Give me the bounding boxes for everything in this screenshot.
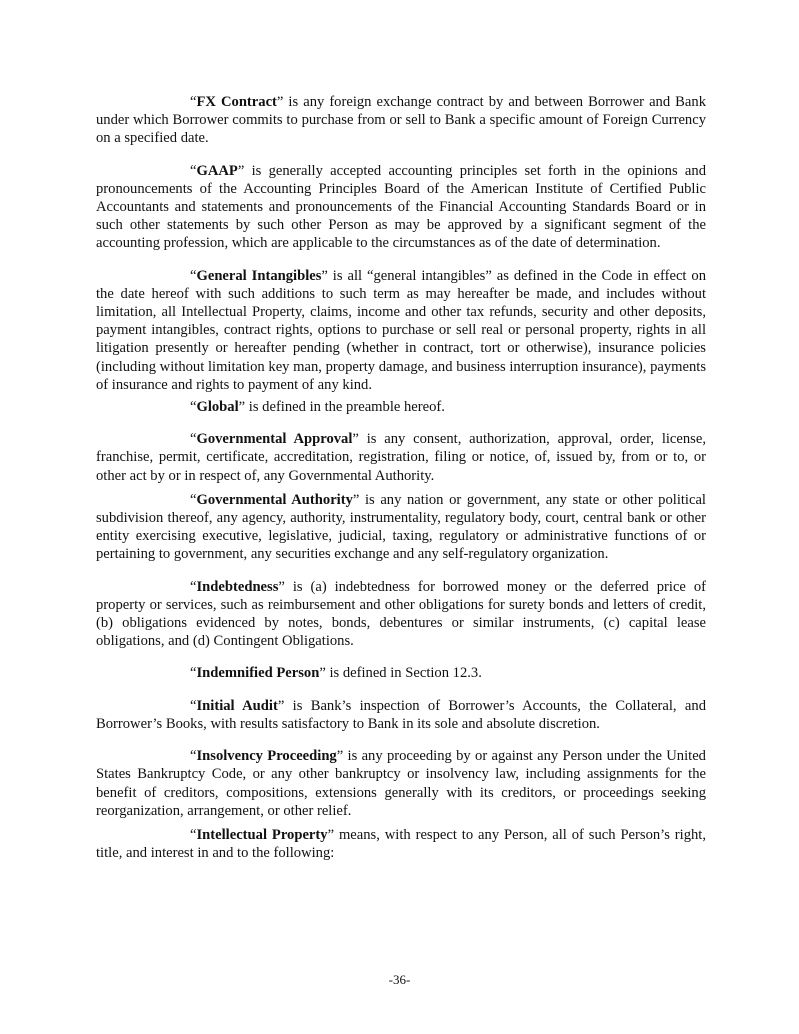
definition-paragraph: “Insolvency Proceeding” is any proceeding by or against any Person under the United States Bankruptcy Code, or any other bankruptcy or insolvency law, including assignments for the benefit of creditors, compositions, extensions generally with its creditors, or proceedings seeking reorganization, arrangement, or other relief. <box>96 748 706 819</box>
definition-paragraph: “Indebtedness” is (a) indebtedness for borrowed money or the deferred price of property or services, such as reimbursement and other obligations for surety bonds and letters of credit, (b) obligations evidenced by notes, bonds, debentures or similar instruments, (c) capital lease obligations, and (d) Contingent Obligations. <box>96 578 706 650</box>
definition-text: is generally accepted accounting principles set forth in the opinions and pronouncements of the Accounting Principles Board of the American Institute of Certified Public Accountants and statements and pronouncements of the Financial Accounting Standards Board or in such other statements by such other Person as may be approved by a significant segment of the accounting profession, which are applicable to the circumstances as of the date of determination. <box>96 162 706 252</box>
definition-text: is any foreign exchange contract by and between Borrower and Bank under which Borrower commits to purchase from or sell to Bank a specific amount of Foreign Currency on a specified date. <box>96 94 706 147</box>
definition-text: is defined in the preamble hereof. <box>245 399 445 416</box>
definition-text: is all “general intangibles” as defined in the Code in effect on the date hereof with such additions to such term as may hereafter be made, and includes without limitation, all Intellectual Property, claims, income and other tax refunds, security and other deposits, payment intangibles, contract rights, options to purchase or sell real or personal property, rights in all litigation presently or hereafter pending (whether in contract, tort or otherwise), insurance policies (including without limitation key man, property damage, and business interruption insurance), payments of insurance and rights to payment of any kind. <box>96 267 706 393</box>
defined-term: Initial Audit <box>196 697 278 714</box>
definition-paragraph: “GAAP” is generally accepted accounting principles set forth in the opinions and pronouncements of the Accounting Principles Board of the American Institute of Certified Public Accountants and statements and pronouncements of the Financial Accounting Standards Board or in such other statements by such other Person as may be approved by a significant segment of the accounting profession, which are applicable to the circumstances as of the date of determination. <box>96 162 706 252</box>
defined-term: GAAP <box>196 162 238 179</box>
defined-term: General Intangibles <box>196 267 322 284</box>
definition-paragraph: “Intellectual Property” means, with respect to any Person, all of such Person’s right, title, and interest in and to the following: <box>96 826 707 862</box>
definition-paragraph: “Indemnified Person” is defined in Section 12.3. <box>190 665 482 682</box>
definition-paragraph: “Global” is defined in the preamble hereof. <box>190 399 445 416</box>
defined-term: Indemnified Person <box>196 665 320 682</box>
document-body <box>96 93 706 862</box>
definition-paragraph: “Governmental Approval” is any consent, authorization, approval, order, license, franchise, permit, certificate, accreditation, registration, filing or notice, of, issued by, from or to, or other act by or in respect of, any Governmental Authority. <box>96 431 706 484</box>
defined-term: Governmental Approval <box>196 431 353 448</box>
defined-term: Global <box>196 399 239 416</box>
definition-text: is any nation or government, any state or other political subdivision thereof, any agency, authority, instrumentality, regulatory body, court, central bank or other entity exercising executive, legislative, judicial, taxing, regulatory or administrative functions of or pertaining to government, any securities exchange and any self-regulatory organization. <box>96 491 706 563</box>
defined-term: Governmental Authority <box>196 491 353 508</box>
page-number: -36- <box>388 972 411 987</box>
definition-paragraph: “Governmental Authority” is any nation or government, any state or other political subdivision thereof, any agency, authority, instrumentality, regulatory body, court, central bank or other entity exercising executive, legislative, judicial, taxing, regulatory or administrative functions of or pertaining to government, any securities exchange and any self-regulatory organization. <box>96 491 706 563</box>
definition-text: is (a) indebtedness for borrowed money or the deferred price of property or services, such as reimbursement and other obligations for surety bonds and letters of credit, (b) obligations evidenced by notes, bonds, debentures or similar instruments, (c) capital lease obligations, and (d) Contingent Obligations. <box>96 578 706 650</box>
definition-text: is defined in Section 12.3. <box>325 665 482 682</box>
definition-text: means, with respect to any Person, all of such Person’s right, title, and interest in and to the following: <box>96 826 707 862</box>
definition-text: is Bank’s inspection of Borrower’s Accounts, the Collateral, and Borrower’s Books, with results satisfactory to Bank in its sole and absolute discretion. <box>96 697 706 732</box>
definition-text: is any proceeding by or against any Person under the United States Bankruptcy Code, or any other bankruptcy or insolvency law, including assignments for the benefit of creditors, compositions, extensions generally with its creditors, or proceedings seeking reorganization, arrangement, or other relief. <box>96 748 706 819</box>
definition-text: is any consent, authorization, approval, order, license, franchise, permit, certificate, accreditation, registration, filing or notice, of, issued by, from or to, or other act by or in respect of, any Governmental Authority. <box>96 431 706 484</box>
defined-term: Insolvency Proceeding <box>196 748 337 765</box>
defined-term: FX Contract <box>196 94 277 110</box>
definition-paragraph: “FX Contract” is any foreign exchange contract by and between Borrower and Bank under which Borrower commits to purchase from or sell to Bank a specific amount of Foreign Currency on a specified date. <box>96 94 706 147</box>
definition-paragraph: “Initial Audit” is Bank’s inspection of Borrower’s Accounts, the Collateral, and Borrower’s Books, with results satisfactory to Bank in its sole and absolute discretion. <box>96 697 706 732</box>
defined-term: Intellectual Property <box>196 826 328 843</box>
defined-term: Indebtedness <box>196 578 279 595</box>
definition-paragraph: “General Intangibles” is all “general intangibles” as defined in the Code in effect on the date hereof with such additions to such term as may hereafter be made, and includes without limitation, all Intellectual Property, claims, income and other tax refunds, security and other deposits, payment intangibles, contract rights, options to purchase or sell real or personal property, rights in all litigation presently or hereafter pending (whether in contract, tort or otherwise), insurance policies (including without limitation key man, property damage, and business interruption insurance), payments of insurance and rights to payment of any kind. <box>96 267 706 393</box>
